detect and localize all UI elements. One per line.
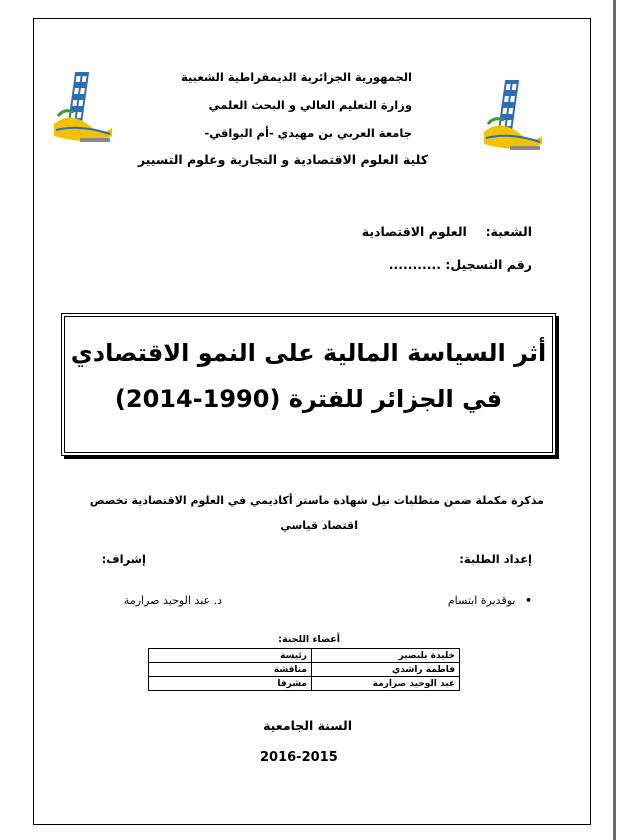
student-item: [448, 594, 532, 607]
committee-member-role: مناقشة: [149, 663, 312, 677]
branch-label: الشعبة:: [485, 224, 532, 239]
header-ministry: وزارة التعليم العالي و البحث العلمي: [208, 98, 412, 112]
committee-table: [148, 648, 460, 691]
committee-member-name: فاطمة راشدي: [312, 663, 460, 677]
table-row: [149, 663, 460, 677]
academic-year-value: 2016-2015: [260, 750, 338, 765]
branch-line: [362, 224, 532, 239]
thesis-title-line2: في الجزائر للفترة (1990-2014): [114, 385, 503, 413]
supervisor-name: د. عبد الوحيد صرارمة: [123, 594, 222, 607]
table-row: [149, 677, 460, 691]
table-row: [149, 649, 460, 663]
title-box: [61, 313, 556, 456]
committee-member-name: خليدة بلبصير: [312, 649, 460, 663]
registration-value: ...........: [388, 257, 442, 272]
registration-line: [389, 257, 532, 272]
committee-member-role: مشرفا: [149, 677, 312, 691]
subtitle-line2: اقتصاد قياسي: [280, 519, 358, 532]
committee-member-role: رئيسة: [149, 649, 312, 663]
university-logo-icon: [480, 74, 546, 154]
registration-label: رقم التسجيل:: [445, 257, 532, 272]
committee-member-name: عبد الوحيد صرارمة: [312, 677, 460, 691]
subtitle-line1: مذكرة مكملة ضمن متطلبات نيل شهادة ماستر أكاديمي في العلوم الاقتصادية تخصص: [89, 494, 544, 507]
header-faculty: كلية العلوم الاقتصادية و التجارية وعلوم التسيير: [137, 152, 428, 167]
academic-year-label: السنة الجامعية: [263, 718, 352, 733]
prepared-by-label: إعداد الطلبة:: [459, 552, 532, 566]
committee-label: أعضاء اللجنة:: [278, 634, 340, 645]
header-university: جامعة العربي بن مهيدي -أم البواقي-: [204, 126, 412, 140]
bullet-icon: •: [524, 594, 532, 607]
university-logo-icon: [50, 66, 116, 146]
student-name: بوقديرة ابتسام: [447, 594, 516, 607]
header-republic: الجمهورية الجزائرية الديمقراطية الشعبية: [180, 70, 412, 84]
branch-value: العلوم الاقتصادية: [361, 224, 467, 239]
supervision-label: إشراف:: [101, 552, 146, 566]
thesis-title-line1: أثر السياسة المالية على النمو الاقتصادي: [70, 339, 547, 367]
